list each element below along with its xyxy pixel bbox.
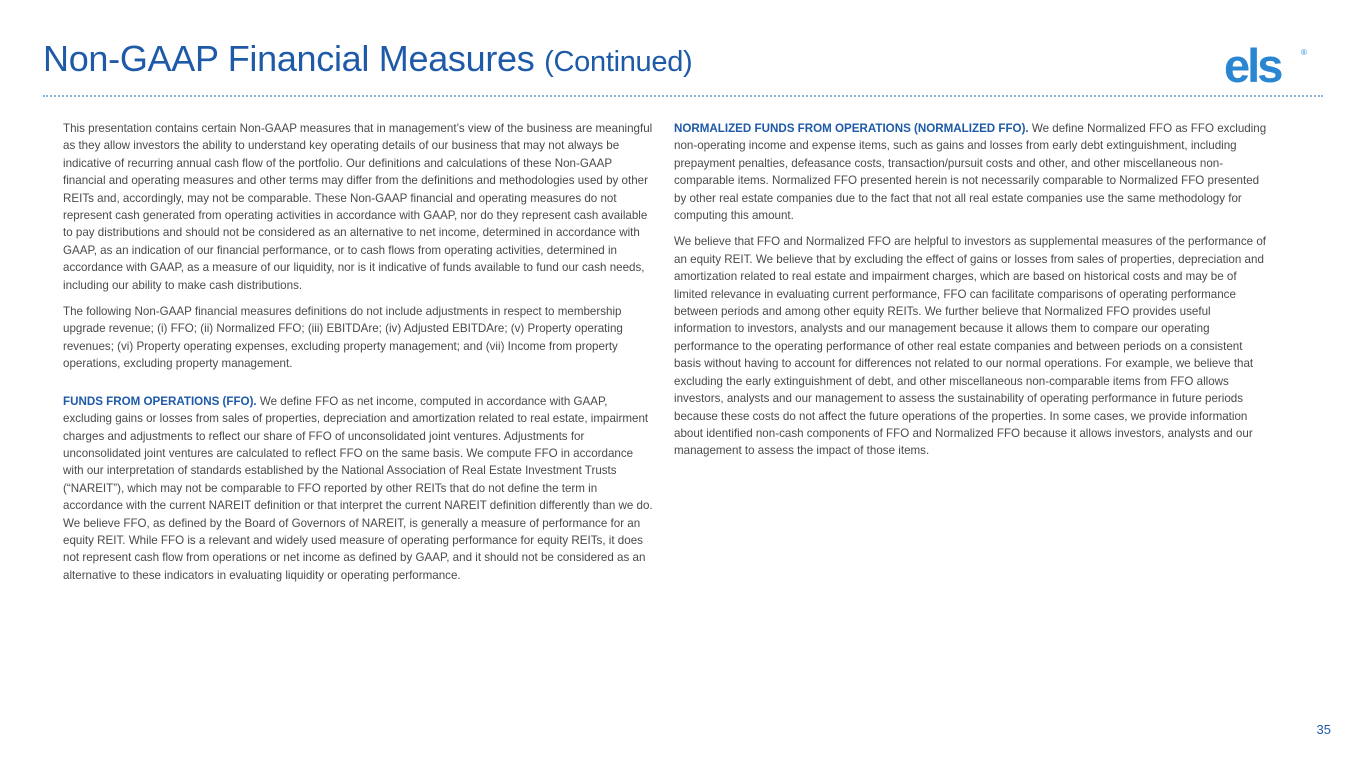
- header-divider: [43, 95, 1323, 97]
- page-title-suffix: (Continued): [544, 46, 693, 78]
- normalized-ffo-paragraph: [674, 120, 1269, 224]
- logo-registered-mark: ®: [1301, 48, 1307, 57]
- belief-paragraph: We believe that FFO and Normalized FFO are helpful to investors as supplemental measures of the performance of an equity REIT. We believe that by excluding the effect of gains or losses from sales of properties, depreciation and amortization related to real estate and impairment charges, which are based on historical costs and may be of limited relevance in evaluating current performance, FFO can facilitate comparisons of operating performance between periods and among other equity REITs. We further believe that Normalized FFO provides useful information to investors, analysts and our management because it allows them to compare our operating performance to the operating performance of other real estate companies and between periods on a consistent basis without having to account for differences not related to our normal operations. For example, we believe that excluding the early extinguishment of debt, and other miscellaneous non-comparable items from FFO allows investors, analysts and our management to assess the sustainability of operating performance in future periods because these costs do not affect the future operations of the properties. In some cases, we provide information about identified non-cash components of FFO and Normalized FFO because it allows investors, analysts and our management to assess the impact of those items.: [674, 235, 1266, 458]
- right-column: [674, 120, 1269, 469]
- logo-text: els: [1224, 42, 1281, 88]
- normalized-ffo-body: We define Normalized FFO as FFO excluding non-operating income and expense items, such as gains and losses from early debt extinguishment, including prepayment penalties, defeasance costs, transaction/pursuit costs and other, and other miscellaneous non-comparable items. Normalized FFO presented herein is not necessarily comparable to Normalized FFO presented by other real estate companies due to the fact that not all real estate companies use the same methodology for computing this amount.: [674, 122, 1267, 223]
- definitions-paragraph: The following Non-GAAP financial measures definitions do not include adjustments in respect to membership upgrade revenue; (i) FFO; (ii) Normalized FFO; (iii) EBITDAre; (iv) Adjusted EBITDAre; (v) Property operating revenues; (vi) Property operating expenses, excluding property management; and (vii) Income from property operations, excluding property management.: [63, 305, 623, 371]
- ffo-paragraph: [63, 393, 655, 584]
- page-number: 35: [1316, 722, 1331, 737]
- page-title: [43, 33, 692, 88]
- ffo-heading: FUNDS FROM OPERATIONS (FFO).: [63, 394, 257, 408]
- left-column: [63, 120, 655, 593]
- els-logo-icon: [1224, 42, 1308, 88]
- ffo-body: We define FFO as net income, computed in accordance with GAAP, excluding gains or losses from sales of properties, depreciation and amortization related to real estate, impairment charges and adjustments to reflect our share of FFO of unconsolidated joint ventures. Adjustments for unconsolidated joint ventures are calculated to reflect FFO on the same basis. We compute FFO in accordance with our interpretation of standards established by the National Association of Real Estate Investment Trusts (“NAREIT”), which may not be comparable to FFO reported by other REITs that do not define the term in accordance with the current NAREIT definition or that interpret the current NAREIT definition differently than we do. We believe FFO, as defined by the Board of Governors of NAREIT, is generally a measure of performance for an equity REIT. While FFO is a relevant and widely used measure of operating performance for equity REITs, it does not represent cash flow from operations or net income as defined by GAAP, and it should not be considered as an alternative to these indicators in evaluating liquidity or operating performance.: [63, 394, 653, 582]
- page-title-main: Non-GAAP Financial Measures: [43, 38, 535, 79]
- normalized-ffo-heading: NORMALIZED FUNDS FROM OPERATIONS (NORMALIZED FFO).: [674, 122, 1029, 135]
- intro-paragraph: This presentation contains certain Non-GAAP measures that in management’s view of the business are meaningful as they allow investors the ability to understand key operating details of our business that may not always be indicative of recurring annual cash flow of the portfolio. Our definitions and calculations of these Non-GAAP financial and operating measures and other terms may differ from the definitions and methodologies used by other REITs and, accordingly, may not be comparable. These Non-GAAP financial and operating measures do not represent cash generated from operating activities in accordance with GAAP, nor do they represent cash available to pay distributions and should not be considered as an alternative to net income, determined in accordance with GAAP, as an indication of our financial performance, or to cash flows from operating activities, determined in accordance with GAAP, as a measure of our liquidity, nor is it indicative of funds available to fund our cash needs, including our ability to make cash distributions.: [63, 122, 653, 292]
